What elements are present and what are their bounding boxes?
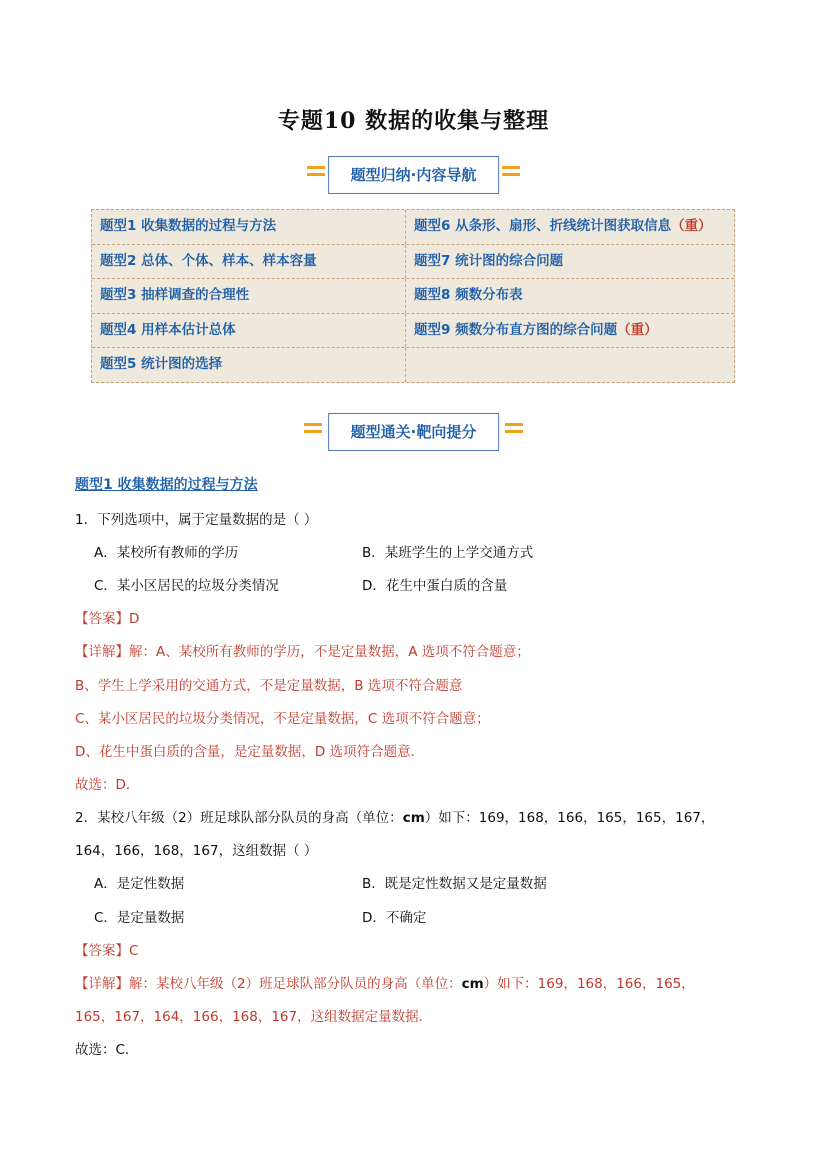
answer-label: 【答案】: [75, 611, 129, 627]
toc-item-3[interactable]: 题型3 抽样调查的合理性: [92, 279, 406, 313]
question-2-detail-2: 165，167，164，166，168，167，这组数据定量数据．: [75, 1009, 433, 1025]
question-1-choose: 故选：D．: [75, 777, 140, 793]
banner-right-bars: [505, 423, 523, 439]
detail-label: 【详解】: [75, 976, 129, 992]
question-1-option-a: A．某校所有教师的学历: [94, 545, 239, 561]
unit-cm: cm: [402, 810, 425, 826]
banner-left-bars: [307, 166, 325, 182]
toc-item-1[interactable]: 题型1 收集数据的过程与方法: [92, 210, 406, 244]
toc-item-9-label: 题型9 频数分布直方图的综合问题: [414, 321, 618, 338]
question-2-stem-line-2: 164，166，168，167，这组数据（ ）: [75, 843, 318, 859]
heavy-tag: （重）: [617, 321, 658, 338]
question-1-detail-4: D、花生中蛋白质的含量，是定量数据，D 选项符合题意．: [75, 744, 425, 760]
question-1-detail-3: C、某小区居民的垃圾分类情况，不是定量数据，C 选项不符合题意；: [75, 711, 490, 727]
question-1-option-b: B．某班学生的上学交通方式: [362, 545, 534, 561]
unit-cm: cm: [461, 976, 484, 992]
question-2-option-a: A．是定性数据: [94, 876, 185, 892]
banner-right-bars: [502, 166, 520, 182]
toc-item-6[interactable]: [406, 210, 734, 244]
question-2-choose: 故选：C．: [75, 1042, 139, 1058]
banner-label: 题型通关·靶向提分: [328, 413, 500, 451]
question-2-option-d: D．不确定: [362, 910, 427, 926]
toc-row: [92, 210, 734, 245]
toc-item-5[interactable]: 题型5 统计图的选择: [92, 348, 406, 382]
toc-row: [92, 314, 734, 349]
toc-row: [92, 348, 734, 382]
toc-row: [92, 245, 734, 280]
question-2-option-b: B．既是定性数据又是定量数据: [362, 876, 547, 892]
banner-practice: [0, 413, 827, 453]
detail-text: 解：A、某校所有教师的学历，不是定量数据，A 选项不符合题意；: [129, 644, 530, 660]
toc-item-4[interactable]: 题型4 用样本估计总体: [92, 314, 406, 348]
stem-text: 2．某校八年级（2）班足球队部分队员的身高（单位：: [75, 810, 403, 826]
question-2-stem: [75, 806, 714, 826]
question-1-detail-2: B、学生上学采用的交通方式，不是定量数据，B 选项不符合题意: [75, 678, 463, 694]
toc-item-7[interactable]: 题型7 统计图的综合问题: [414, 252, 564, 269]
toc-item-8[interactable]: 题型8 频数分布表: [414, 287, 523, 304]
toc-item-2[interactable]: 题型2 总体、个体、样本、样本容量: [92, 245, 406, 279]
detail-text: ）如下：169，168，166，165，: [483, 976, 695, 992]
question-1-stem: 1．下列选项中，属于定量数据的是（ ）: [75, 512, 318, 528]
question-2-option-c: C．是定量数据: [94, 910, 185, 926]
answer-value: C: [129, 943, 139, 959]
question-1-detail-1: [75, 640, 530, 660]
toc-item-9[interactable]: [406, 314, 734, 348]
answer-value: D: [129, 611, 140, 627]
question-1-option-c: C．某小区居民的垃圾分类情况: [94, 578, 279, 594]
heavy-tag: （重）: [671, 218, 712, 234]
detail-label: 【详解】: [75, 644, 129, 660]
question-2-detail-1: [75, 972, 695, 992]
question-2-answer: [75, 939, 138, 959]
toc-empty-cell: [406, 348, 734, 382]
banner-left-bars: [304, 423, 322, 439]
question-1-answer: [75, 607, 139, 627]
question-1-option-d: D．花生中蛋白质的含量: [362, 578, 508, 594]
stem-text: ）如下：169，168，166，165，165，167，: [424, 810, 715, 826]
banner-label: 题型归纳·内容导航: [328, 156, 500, 194]
page-title: 专题10 数据的收集与整理: [277, 108, 550, 134]
detail-text: 解：某校八年级（2）班足球队部分队员的身高（单位：: [129, 976, 462, 992]
toc-table: [91, 209, 735, 383]
toc-row: [92, 279, 734, 314]
answer-label: 【答案】: [75, 943, 129, 959]
banner-content-nav: [0, 156, 827, 196]
section-heading[interactable]: 题型1 收集数据的过程与方法: [75, 477, 258, 493]
toc-item-6-label: 题型6 从条形、扇形、折线统计图获取信息: [414, 218, 672, 234]
